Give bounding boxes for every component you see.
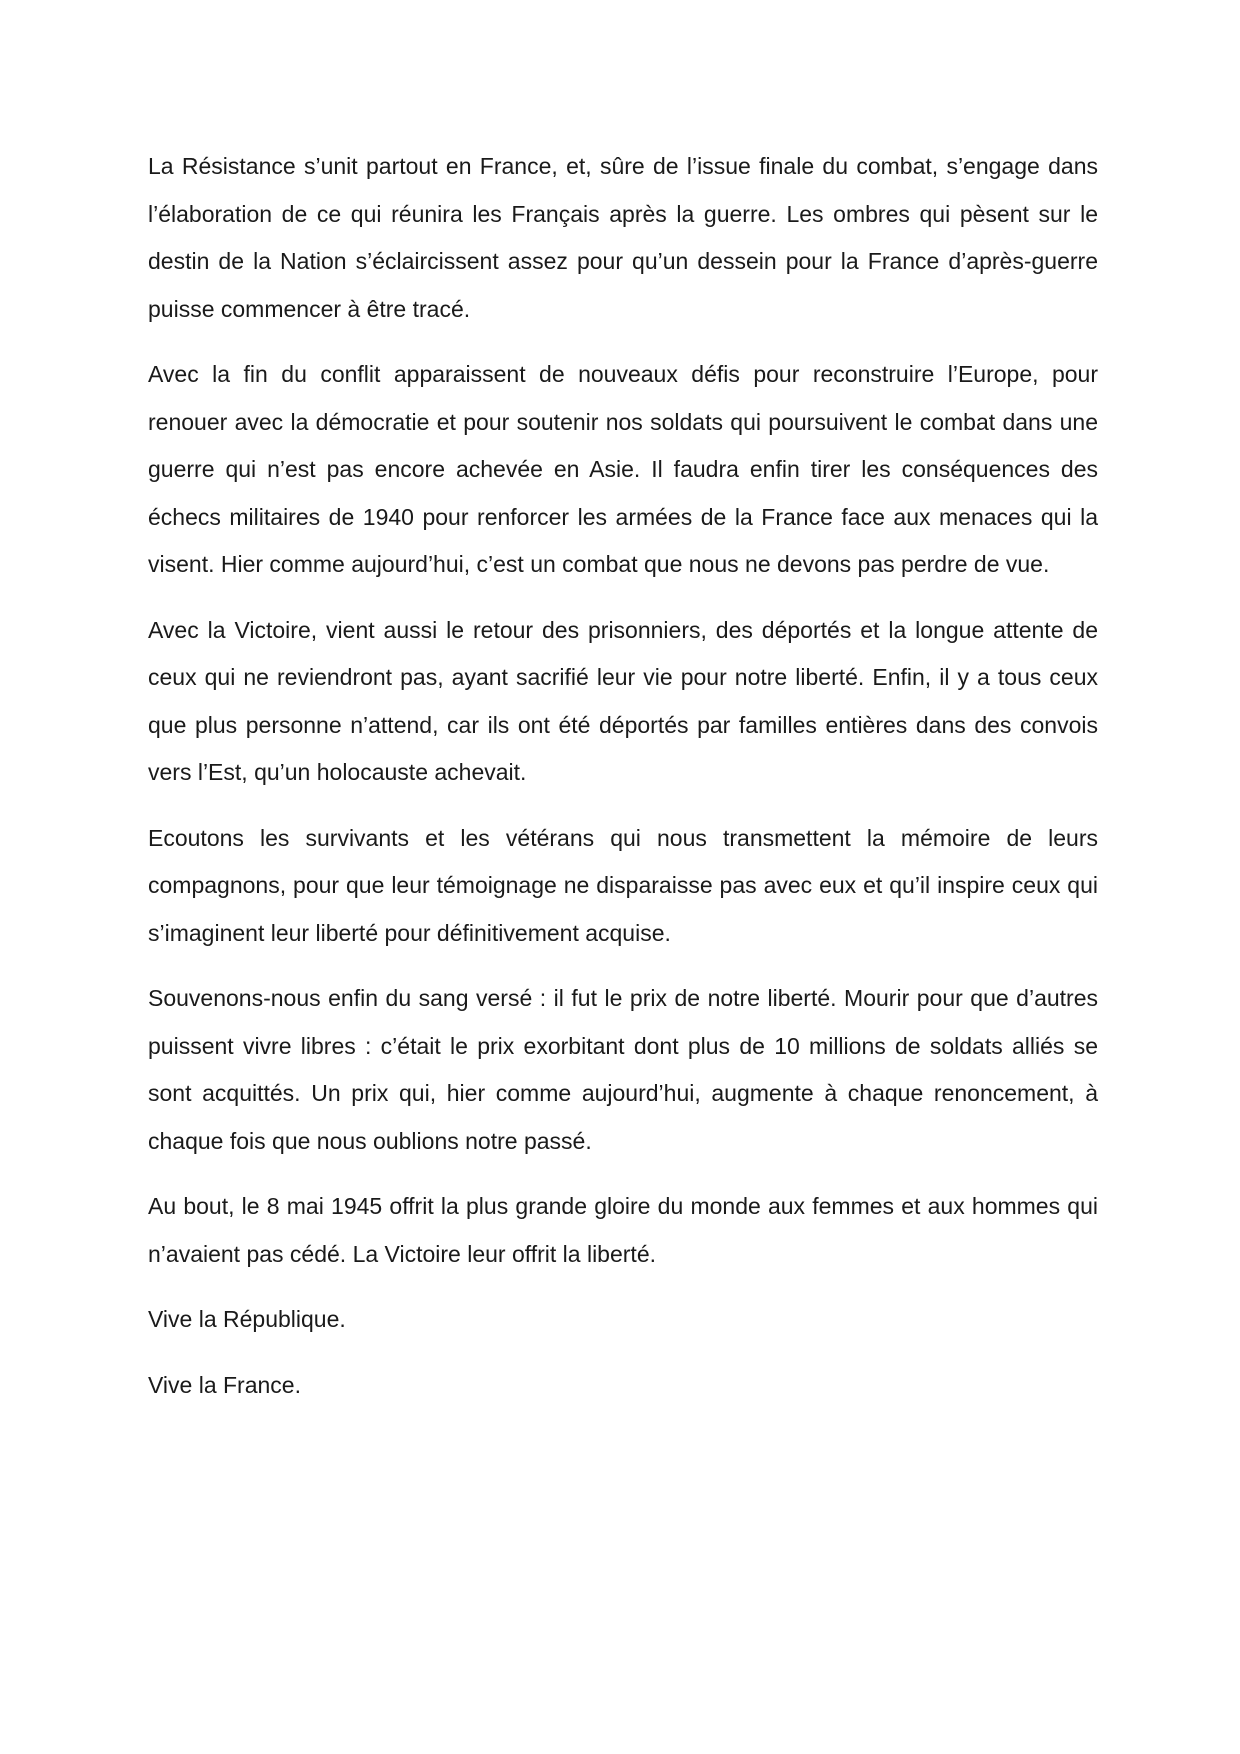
speech-body [148, 143, 1098, 1427]
paragraph-new-challenges: Avec la fin du conflit apparaissent de nouveaux défis pour reconstruire l’Europe, pour renouer avec la démocratie et pour soutenir nos soldats qui poursuivent le combat dans une guerre qui n’est pas encore achevée en Asie. Il faudra enfin tirer les conséquences des échecs militaires de 1940 pour renforcer les armées de la France face aux menaces qui la visent. Hier comme aujourd’hui, c’est un combat que nous ne devons pas perdre de vue. [148, 361, 1098, 577]
paragraph-8-may-1945: Au bout, le 8 mai 1945 offrit la plus grande gloire du monde aux femmes et aux hommes qui n’avaient pas cédé. La Victoire leur offrit la liberté. [148, 1193, 1098, 1267]
closing-france: Vive la France. [148, 1371, 301, 1398]
paragraph-victory-return: Avec la Victoire, vient aussi le retour des prisonniers, des déportés et la longue attente de ceux qui ne reviendront pas, ayant sacrifié leur vie pour notre liberté. Enfin, il y a tous ceux que plus personne n’attend, car ils ont été déportés par familles entières dans des convois vers l’Est, qu’un holocauste achevait. [148, 616, 1098, 785]
closing-republique: Vive la République. [148, 1306, 346, 1332]
paragraph-survivors: Ecoutons les survivants et les vétérans qui nous transmettent la mémoire de leurs compagnons, pour que leur témoignage ne disparaisse pas avec eux et qu’il inspire ceux qui s’imaginent leur liberté pour définitivement acquise. [148, 824, 1098, 946]
paragraph-resistance: La Résistance s’unit partout en France, et, sûre de l’issue finale du combat, s’engage dans l’élaboration de ce qui réunira les Français après la guerre. Les ombres qui pèsent sur le destin de la Nation s’éclaircissent assez pour qu’un dessein pour la France d’après-guerre puisse commencer à être tracé. [148, 153, 1098, 322]
paragraph-blood-shed: Souvenons-nous enfin du sang versé : il fut le prix de notre liberté. Mourir pour que d’autres puissent vivre libres : c’était le prix exorbitant dont plus de 10 millions de soldats alliés se sont acquittés. Un prix qui, hier comme aujourd’hui, augmente à chaque renoncement, à chaque fois que nous oublions notre passé. [148, 985, 1098, 1154]
